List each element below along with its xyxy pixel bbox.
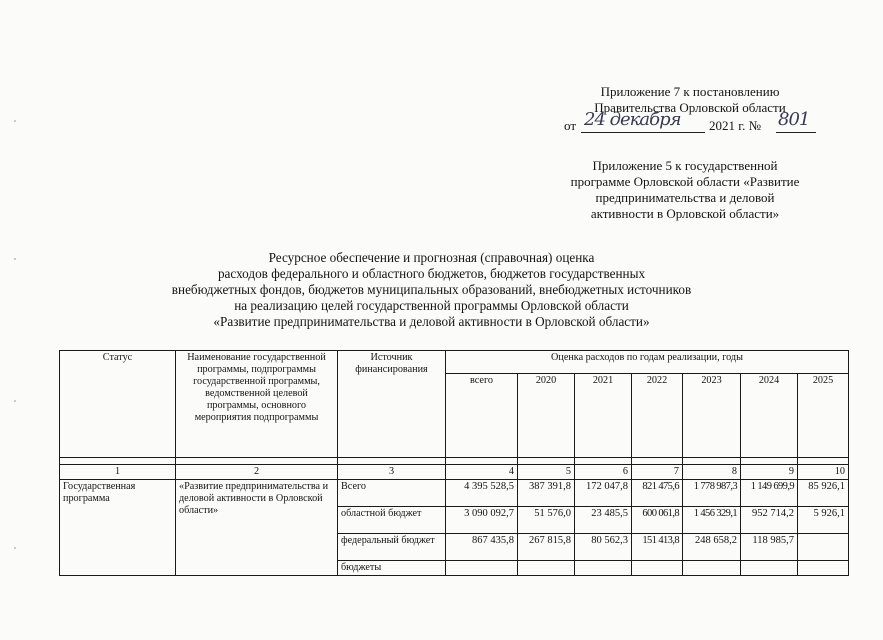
header-year: 2021 [575, 374, 632, 458]
column-number: 7 [632, 465, 683, 480]
title-line: расходов федерального и областного бюджетов, бюджетов государственных [217, 266, 646, 281]
title-line: внебюджетных фондов, бюджетов муниципальных образований, внебюджетных источников [171, 282, 692, 297]
date-underline [581, 132, 705, 133]
value-cell [518, 561, 575, 576]
value-cell: 387 391,8 [518, 480, 575, 507]
value-cell: 600 061,8 [632, 507, 683, 534]
column-number: 2 [176, 465, 338, 480]
column-number: 9 [741, 465, 798, 480]
column-number: 5 [518, 465, 575, 480]
value-cell: 5 926,1 [798, 507, 849, 534]
value-cell [632, 561, 683, 576]
value-cell: 51 576,0 [518, 507, 575, 534]
header-year: 2020 [518, 374, 575, 458]
handwritten-number: 801 [778, 109, 810, 130]
header-status: Статус [60, 351, 176, 458]
value-cell: 1 456 329,1 [683, 507, 741, 534]
appendix5-line: активности в Орловской области» [590, 206, 780, 221]
value-cell: 267 815,8 [518, 534, 575, 561]
appendix5-line: Приложение 5 к государственной [592, 158, 778, 173]
header-year: 2024 [741, 374, 798, 458]
title-line: на реализацию целей государственной программы Орловской области [234, 298, 629, 313]
appendix7-line2: Правительства Орловской области [594, 100, 786, 115]
column-number: 1 [60, 465, 176, 480]
status-cell: Государственная программа [60, 480, 176, 576]
column-number: 3 [338, 465, 446, 480]
value-cell: 952 714,2 [741, 507, 798, 534]
title-line: Ресурсное обеспечение и прогнозная (справочная) оценка [268, 250, 595, 265]
program-name-cell: «Развитие предпринимательства и деловой активности в Орловской области» [176, 480, 338, 576]
value-cell: 118 985,7 [741, 534, 798, 561]
value-cell [798, 561, 849, 576]
header-year: 2023 [683, 374, 741, 458]
value-cell: 4 395 528,5 [446, 480, 518, 507]
header-estimate: Оценка расходов по годам реализации, годы [446, 351, 849, 374]
table-row [60, 480, 849, 507]
value-cell: 80 562,3 [575, 534, 632, 561]
value-cell: 3 090 092,7 [446, 507, 518, 534]
source-cell: бюджеты [338, 561, 446, 576]
header-year: всего [446, 374, 518, 458]
value-cell: 248 658,2 [683, 534, 741, 561]
number-underline [776, 132, 816, 133]
source-cell: федеральный бюджет [338, 534, 446, 561]
value-cell [575, 561, 632, 576]
header-year: 2022 [632, 374, 683, 458]
value-cell [683, 561, 741, 576]
value-cell [741, 561, 798, 576]
resource-table [59, 350, 849, 576]
value-cell: 867 435,8 [446, 534, 518, 561]
table-spacer-row [60, 458, 849, 465]
column-number: 8 [683, 465, 741, 480]
appendix7-line1: Приложение 7 к постановлению [600, 84, 780, 99]
appendix5-line: предпринимательства и деловой [595, 190, 775, 205]
value-cell: 172 047,8 [575, 480, 632, 507]
value-cell: 1 149 699,9 [741, 480, 798, 507]
header-name: Наименование государственной программы, подпрограммы государственной программы, ведомственной целевой программы, основного мероприятия подпрограммы [176, 351, 338, 458]
value-cell [798, 534, 849, 561]
value-cell: 151 413,8 [632, 534, 683, 561]
value-cell: 1 778 987,3 [683, 480, 741, 507]
header-year: 2025 [798, 374, 849, 458]
document-title [0, 250, 873, 330]
appendix5-block [540, 158, 830, 222]
source-cell: областной бюджет [338, 507, 446, 534]
column-number: 10 [798, 465, 849, 480]
value-cell [446, 561, 518, 576]
handwritten-date: 24 декабря [584, 109, 681, 130]
resolution-date-line [564, 109, 834, 138]
column-number-row [60, 465, 849, 480]
value-cell: 821 475,6 [632, 480, 683, 507]
date-suffix: 2021 г. № [709, 118, 762, 133]
source-cell: Всего [338, 480, 446, 507]
title-line: «Развитие предпринимательства и деловой активности в Орловской области» [213, 314, 650, 329]
appendix5-line: программе Орловской области «Развитие [570, 174, 800, 189]
column-number: 4 [446, 465, 518, 480]
column-number: 6 [575, 465, 632, 480]
date-prefix: от [564, 118, 577, 133]
value-cell: 23 485,5 [575, 507, 632, 534]
header-source: Источник финансирования [338, 351, 446, 458]
value-cell: 85 926,1 [798, 480, 849, 507]
table-header-row [60, 351, 849, 374]
